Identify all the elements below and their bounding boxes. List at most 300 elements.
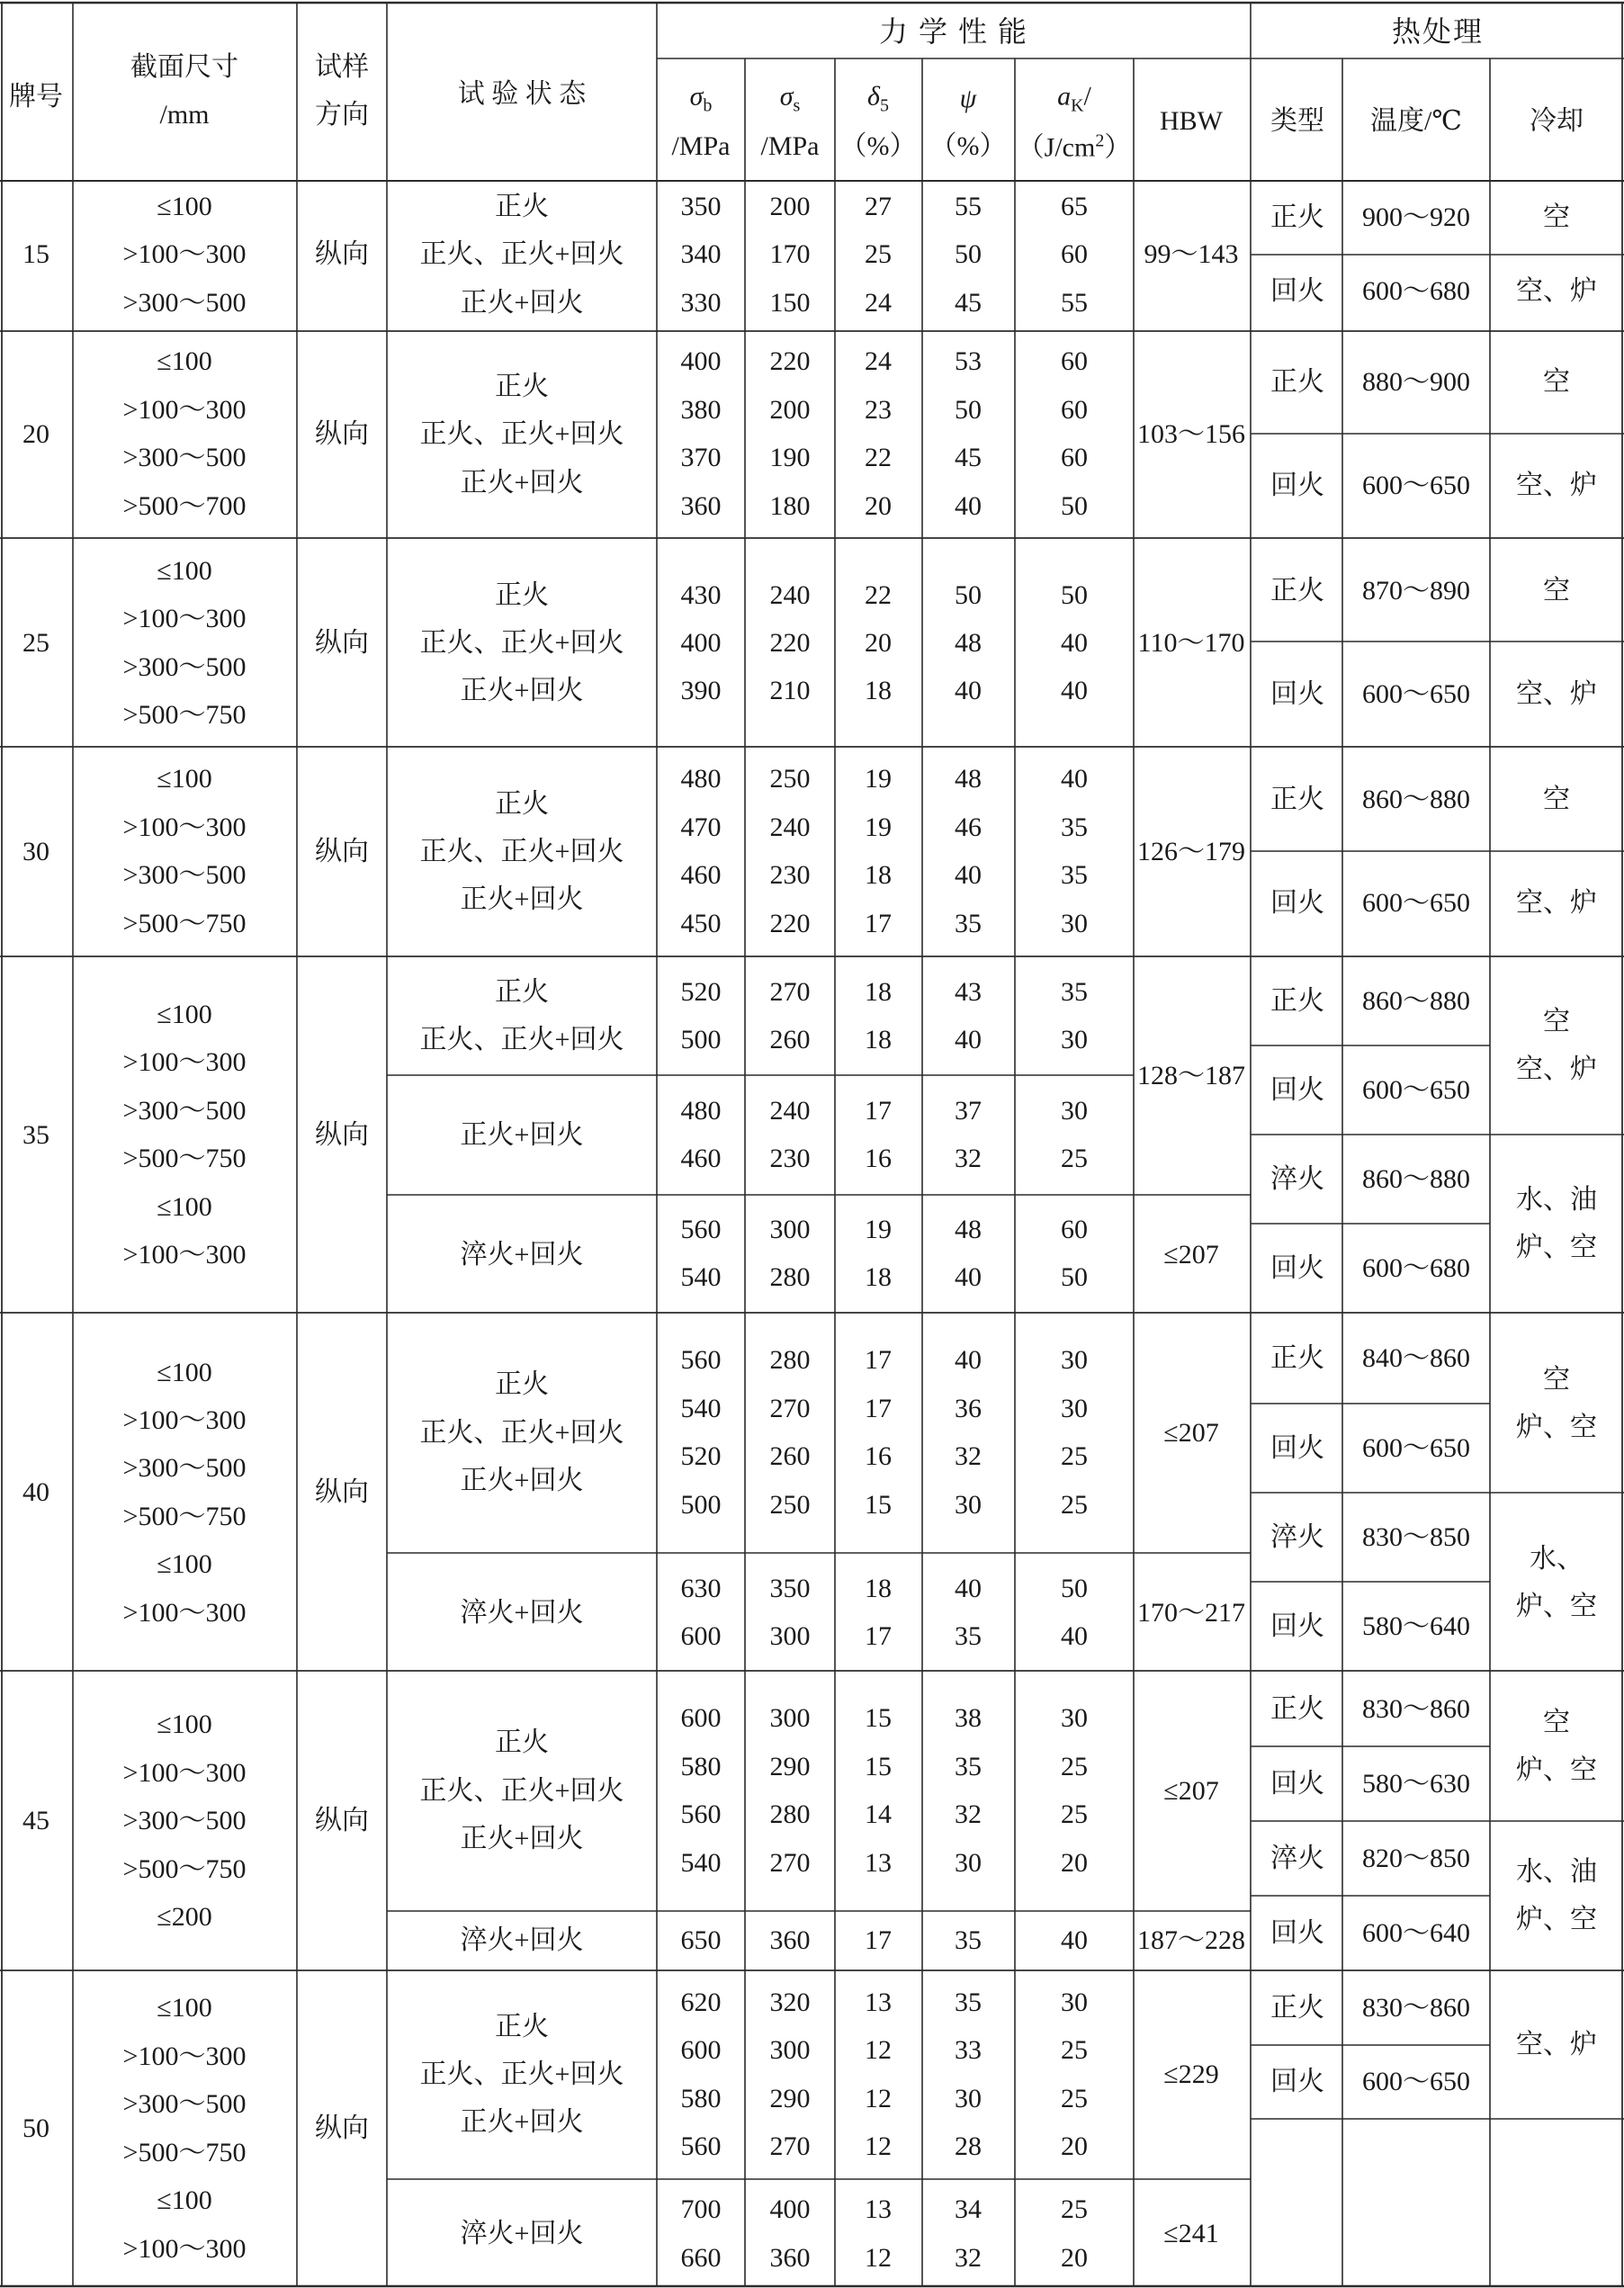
cell-hbw: 110～170	[1137, 628, 1245, 658]
cell-impact-toughness: 30	[1061, 1394, 1088, 1423]
cell-reduction-of-area: 33	[955, 2035, 982, 2065]
header-yield-strength-unit: /MPa	[760, 131, 820, 161]
ht-temperature: 830～860	[1362, 1993, 1470, 2023]
ht-temperature: 600～650	[1362, 1433, 1470, 1463]
cell-yield-strength: 220	[769, 909, 811, 938]
test-state: 正火+回火	[460, 1824, 584, 1853]
cell-tensile-strength: 700	[680, 2194, 722, 2224]
cell-impact-toughness: 25	[1061, 1144, 1088, 1173]
ht-temperature: 860～880	[1362, 986, 1470, 1016]
ht-temperature: 860～880	[1362, 1164, 1470, 1194]
cell-yield-strength: 360	[769, 1925, 811, 1955]
ht-type: 回火	[1270, 276, 1324, 306]
ht-cooling: 炉、空	[1516, 1592, 1597, 1621]
cell-impact-toughness: 30	[1061, 909, 1088, 938]
size: >500～700	[122, 491, 247, 521]
cell-yield-strength: 230	[769, 860, 811, 890]
ht-temperature: 870～890	[1362, 576, 1470, 606]
cell-elongation: 19	[865, 1215, 892, 1244]
cell-yield-strength: 220	[769, 628, 811, 658]
cell-yield-strength: 350	[769, 1574, 811, 1603]
ht-type: 回火	[1270, 1769, 1324, 1799]
cell-yield-strength: 270	[769, 2131, 811, 2161]
cell-yield-strength: 240	[769, 812, 811, 842]
test-state: 正火	[495, 580, 549, 610]
cell-elongation: 18	[865, 860, 892, 890]
cell-reduction-of-area: 48	[955, 1215, 982, 1244]
cell-reduction-of-area: 50	[955, 239, 982, 269]
header-size-line1: 截面尺寸	[130, 52, 238, 82]
size: ≤100	[157, 1709, 212, 1739]
test-state: 正火、正火+回火	[419, 628, 624, 658]
header-ht-cooling: 冷却	[1530, 106, 1584, 136]
size: >100～300	[122, 395, 247, 425]
size: ≤200	[157, 1902, 212, 1932]
cell-tensile-strength: 520	[680, 977, 722, 1007]
cell-yield-strength: 230	[769, 1144, 811, 1173]
cell-impact-toughness: 25	[1061, 1441, 1088, 1471]
size: ≤100	[157, 764, 212, 794]
cell-tensile-strength: 400	[680, 628, 722, 658]
size: ≤100	[157, 1000, 212, 1029]
cell-impact-toughness: 50	[1061, 491, 1088, 521]
test-state: 正火+回火	[460, 1120, 584, 1150]
cell-elongation: 22	[865, 443, 892, 472]
cell-tensile-strength: 560	[680, 2131, 722, 2161]
size: >100～300	[122, 2041, 247, 2071]
cell-impact-toughness: 40	[1061, 764, 1088, 794]
cell-impact-toughness: 30	[1061, 1025, 1088, 1054]
cell-impact-toughness: 50	[1061, 580, 1088, 610]
ht-temperature: 880～900	[1362, 367, 1470, 397]
ht-cooling: 空、炉	[1516, 888, 1597, 918]
cell-elongation: 12	[865, 2035, 892, 2065]
cell-elongation: 18	[865, 1262, 892, 1292]
cell-reduction-of-area: 48	[955, 628, 982, 658]
cell-impact-toughness: 35	[1061, 977, 1088, 1007]
cell-yield-strength: 150	[769, 288, 811, 318]
cell-elongation: 17	[865, 1621, 892, 1651]
cell-reduction-of-area: 50	[955, 395, 982, 425]
header-mechanical-properties: 力 学 性 能	[878, 15, 1029, 48]
cell-tensile-strength: 340	[680, 239, 722, 269]
grade-20: 20	[22, 419, 49, 449]
cell-reduction-of-area: 46	[955, 812, 982, 842]
size: >100～300	[122, 1047, 247, 1077]
cell-impact-toughness: 60	[1061, 239, 1088, 269]
cell-impact-toughness: 30	[1061, 1703, 1088, 1733]
cell-impact-toughness: 40	[1061, 1621, 1088, 1651]
ht-type: 回火	[1270, 888, 1324, 918]
cell-tensile-strength: 430	[680, 580, 722, 610]
size: >100～300	[122, 1758, 247, 1788]
ht-temperature: 600～680	[1362, 1253, 1470, 1283]
cell-elongation: 17	[865, 909, 892, 938]
size: >100～300	[122, 812, 247, 842]
cell-hbw: 170～217	[1137, 1598, 1245, 1628]
size: >100～300	[122, 2234, 247, 2264]
cell-tensile-strength: 480	[680, 1096, 722, 1126]
cell-reduction-of-area: 30	[955, 2084, 982, 2113]
cell-reduction-of-area: 40	[955, 676, 982, 705]
cell-yield-strength: 180	[769, 491, 811, 521]
cell-reduction-of-area: 43	[955, 977, 982, 1007]
header-hbw: HBW	[1160, 106, 1223, 136]
grade-45: 45	[22, 1806, 49, 1835]
cell-reduction-of-area: 30	[955, 1848, 982, 1878]
ht-type: 回火	[1270, 1433, 1324, 1463]
cell-hbw: ≤207	[1163, 1240, 1219, 1270]
test-state: 正火	[495, 372, 549, 401]
header-heat-treatment: 热处理	[1391, 15, 1485, 48]
cell-reduction-of-area: 40	[955, 1025, 982, 1054]
cell-reduction-of-area: 30	[955, 1490, 982, 1520]
cell-yield-strength: 270	[769, 977, 811, 1007]
ht-cooling: 空	[1543, 1708, 1570, 1737]
size: ≤100	[157, 346, 212, 376]
cell-yield-strength: 300	[769, 1621, 811, 1651]
cell-tensile-strength: 370	[680, 443, 722, 472]
test-state: 正火	[495, 1727, 549, 1757]
cell-reduction-of-area: 48	[955, 764, 982, 794]
cell-hbw: 103～156	[1137, 419, 1245, 449]
cell-elongation: 19	[865, 764, 892, 794]
cell-impact-toughness: 20	[1061, 1848, 1088, 1878]
ht-temperature: 840～860	[1362, 1343, 1470, 1373]
ht-type: 正火	[1270, 202, 1324, 232]
cell-reduction-of-area: 32	[955, 1144, 982, 1173]
cell-yield-strength: 240	[769, 580, 811, 610]
header-elongation-unit: （%）	[839, 131, 917, 161]
ht-type: 淬火	[1270, 1522, 1324, 1552]
cell-reduction-of-area: 40	[955, 1574, 982, 1603]
ht-cooling: 空、炉	[1516, 276, 1597, 306]
cell-tensile-strength: 660	[680, 2243, 722, 2273]
cell-hbw: 126～179	[1137, 837, 1245, 866]
cell-elongation: 18	[865, 1574, 892, 1603]
size: >300～500	[122, 443, 247, 472]
size: >300～500	[122, 1806, 247, 1835]
cell-impact-toughness: 25	[1061, 2035, 1088, 2065]
cell-impact-toughness: 25	[1061, 1799, 1088, 1829]
cell-yield-strength: 270	[769, 1848, 811, 1878]
header-size-line2: /mm	[159, 100, 210, 130]
ht-type: 回火	[1270, 679, 1324, 709]
cell-elongation: 12	[865, 2243, 892, 2273]
cell-impact-toughness: 60	[1061, 346, 1088, 376]
ht-type: 回火	[1270, 1253, 1324, 1283]
cell-reduction-of-area: 45	[955, 443, 982, 472]
ht-type: 回火	[1270, 2067, 1324, 2096]
cell-impact-toughness: 20	[1061, 2243, 1088, 2273]
cell-reduction-of-area: 35	[955, 1925, 982, 1955]
cell-elongation: 18	[865, 1025, 892, 1054]
ht-temperature: 820～850	[1362, 1844, 1470, 1873]
ht-type: 淬火	[1270, 1164, 1324, 1194]
cell-reduction-of-area: 35	[955, 909, 982, 938]
cell-impact-toughness: 25	[1061, 2084, 1088, 2113]
cell-tensile-strength: 600	[680, 2035, 722, 2065]
cell-impact-toughness: 30	[1061, 1096, 1088, 1126]
ht-cooling: 水、油	[1516, 1857, 1597, 1887]
size: >500～750	[122, 1144, 247, 1173]
cell-hbw: 99～143	[1144, 239, 1239, 269]
test-state: 正火	[495, 192, 549, 221]
cell-impact-toughness: 40	[1061, 628, 1088, 658]
ht-cooling: 空、炉	[1516, 2030, 1597, 2059]
ht-cooling: 空	[1543, 576, 1570, 606]
cell-hbw: ≤229	[1163, 2059, 1219, 2089]
cell-impact-toughness: 60	[1061, 1215, 1088, 1244]
cell-reduction-of-area: 40	[955, 1262, 982, 1292]
header-impact-toughness-unit: $(J/cm^2)$	[1017, 130, 1132, 163]
cell-elongation: 12	[865, 2131, 892, 2161]
cell-impact-toughness: 50	[1061, 1574, 1088, 1603]
cell-elongation: 15	[865, 1490, 892, 1520]
ht-cooling: 空、炉	[1516, 471, 1597, 500]
cell-yield-strength: 200	[769, 192, 811, 221]
cell-tensile-strength: 350	[680, 192, 722, 221]
cell-impact-toughness: 20	[1061, 2131, 1088, 2161]
cell-reduction-of-area: 36	[955, 1394, 982, 1423]
cell-tensile-strength: 450	[680, 909, 722, 938]
cell-reduction-of-area: 38	[955, 1703, 982, 1733]
header-ht-type: 类型	[1270, 106, 1324, 136]
test-state: 正火、正火+回火	[419, 419, 624, 449]
cell-yield-strength: 250	[769, 764, 811, 794]
header-ht-temperature: 温度/℃	[1370, 106, 1462, 136]
ht-cooling: 炉、空	[1516, 1413, 1597, 1442]
sample-direction: 纵向	[315, 837, 369, 866]
test-state: 正火+回火	[460, 884, 584, 914]
ht-temperature: 830～850	[1362, 1522, 1470, 1552]
cell-tensile-strength: 400	[680, 346, 722, 376]
test-state: 正火+回火	[460, 676, 584, 705]
cell-hbw: 128～187	[1137, 1061, 1245, 1090]
cell-elongation: 17	[865, 1345, 892, 1375]
size: ≤100	[157, 192, 212, 221]
size: >300～500	[122, 1453, 247, 1483]
cell-reduction-of-area: 32	[955, 1441, 982, 1471]
cell-elongation: 16	[865, 1144, 892, 1173]
cell-reduction-of-area: 28	[955, 2131, 982, 2161]
cell-reduction-of-area: 32	[955, 2243, 982, 2273]
sample-direction: 纵向	[315, 419, 369, 449]
cell-yield-strength: 210	[769, 676, 811, 705]
cell-yield-strength: 300	[769, 2035, 811, 2065]
cell-yield-strength: 290	[769, 1752, 811, 1781]
grade-50: 50	[22, 2113, 49, 2143]
cell-yield-strength: 320	[769, 1987, 811, 2017]
cell-tensile-strength: 560	[680, 1345, 722, 1375]
cell-yield-strength: 190	[769, 443, 811, 472]
cell-yield-strength: 200	[769, 395, 811, 425]
ht-cooling: 空	[1543, 202, 1570, 232]
test-state: 正火+回火	[460, 1466, 584, 1495]
cell-impact-toughness: 25	[1061, 1752, 1088, 1781]
cell-impact-toughness: 60	[1061, 395, 1088, 425]
size: >100～300	[122, 1598, 247, 1628]
size: >300～500	[122, 2089, 247, 2119]
cell-yield-strength: 280	[769, 1345, 811, 1375]
cell-reduction-of-area: 34	[955, 2194, 982, 2224]
sample-direction: 纵向	[315, 628, 369, 658]
cell-yield-strength: 400	[769, 2194, 811, 2224]
ht-cooling: 空	[1543, 367, 1570, 397]
cell-elongation: 16	[865, 1441, 892, 1471]
ht-cooling: 空	[1543, 1365, 1570, 1395]
size: >500～750	[122, 700, 247, 730]
test-state: 正火	[495, 2012, 549, 2041]
cell-hbw: 187～228	[1137, 1925, 1245, 1955]
ht-cooling: 水、	[1530, 1544, 1584, 1574]
cell-hbw: ≤207	[1163, 1776, 1219, 1806]
cell-yield-strength: 240	[769, 1096, 811, 1126]
ht-type: 正火	[1270, 576, 1324, 606]
cell-yield-strength: 280	[769, 1262, 811, 1292]
cell-elongation: 23	[865, 395, 892, 425]
ht-cooling: 炉、空	[1516, 1233, 1597, 1262]
cell-tensile-strength: 480	[680, 764, 722, 794]
header-tensile-strength: $\sigma_b$	[689, 81, 713, 116]
ht-type: 正火	[1270, 986, 1324, 1016]
cell-tensile-strength: 380	[680, 395, 722, 425]
cell-impact-toughness: 40	[1061, 1925, 1088, 1955]
test-state: 正火	[495, 977, 549, 1007]
size: >300～500	[122, 288, 247, 318]
cell-elongation: 13	[865, 1987, 892, 2017]
test-state: 正火、正火+回火	[419, 239, 624, 269]
cell-tensile-strength: 540	[680, 1262, 722, 1292]
ht-temperature: 600～650	[1362, 679, 1470, 709]
size: >300～500	[122, 1096, 247, 1126]
cell-elongation: 15	[865, 1752, 892, 1781]
grade-40: 40	[22, 1477, 49, 1507]
cell-tensile-strength: 600	[680, 1621, 722, 1651]
cell-tensile-strength: 580	[680, 2084, 722, 2113]
size: ≤100	[157, 2185, 212, 2215]
ht-cooling: 炉、空	[1516, 1905, 1597, 1934]
cell-elongation: 18	[865, 977, 892, 1007]
size: >100～300	[122, 1405, 247, 1435]
ht-type: 正火	[1270, 1993, 1324, 2023]
size: >100～300	[122, 604, 247, 633]
grade-35: 35	[22, 1120, 49, 1150]
header-tensile-strength-unit: /MPa	[671, 131, 731, 161]
cell-elongation: 13	[865, 1848, 892, 1878]
test-state: 淬火+回火	[460, 1598, 584, 1628]
cell-tensile-strength: 540	[680, 1394, 722, 1423]
cell-impact-toughness: 25	[1061, 2194, 1088, 2224]
cell-yield-strength: 300	[769, 1703, 811, 1733]
cell-reduction-of-area: 55	[955, 192, 982, 221]
ht-temperature: 600～650	[1362, 471, 1470, 500]
cell-elongation: 20	[865, 628, 892, 658]
cell-elongation: 18	[865, 676, 892, 705]
cell-elongation: 12	[865, 2084, 892, 2113]
size: ≤100	[157, 556, 212, 586]
ht-type: 淬火	[1270, 1844, 1324, 1873]
size: ≤100	[157, 1192, 212, 1222]
ht-type: 回火	[1270, 471, 1324, 500]
header-impact-toughness: $a_K/$	[1057, 81, 1091, 116]
cell-tensile-strength: 390	[680, 676, 722, 705]
cell-tensile-strength: 360	[680, 491, 722, 521]
cell-elongation: 27	[865, 192, 892, 221]
size: >500～750	[122, 2138, 247, 2167]
test-state: 正火	[495, 789, 549, 819]
header-test-state: 试 验 状 态	[457, 79, 587, 109]
ht-temperature: 600～650	[1362, 888, 1470, 918]
grade-25: 25	[22, 628, 49, 658]
ht-temperature: 830～860	[1362, 1694, 1470, 1724]
cell-tensile-strength: 560	[680, 1799, 722, 1829]
size: >100～300	[122, 1240, 247, 1270]
cell-elongation: 24	[865, 346, 892, 376]
test-state: 正火、正火+回火	[419, 837, 624, 866]
cell-elongation: 17	[865, 1394, 892, 1423]
cell-impact-toughness: 50	[1061, 1262, 1088, 1292]
cell-tensile-strength: 650	[680, 1925, 722, 1955]
header-grade: 牌号	[9, 82, 63, 112]
cell-tensile-strength: 500	[680, 1490, 722, 1520]
grade-15: 15	[22, 239, 49, 269]
test-state: 正火+回火	[460, 2107, 584, 2137]
size: ≤100	[157, 1993, 212, 2023]
cell-elongation: 17	[865, 1925, 892, 1955]
cell-yield-strength: 280	[769, 1799, 811, 1829]
cell-yield-strength: 260	[769, 1441, 811, 1471]
ht-cooling: 空	[1543, 1007, 1570, 1036]
ht-type: 正火	[1270, 1694, 1324, 1724]
ht-temperature: 600～640	[1362, 1918, 1470, 1948]
ht-temperature: 600～680	[1362, 276, 1470, 306]
test-state: 正火+回火	[460, 288, 584, 318]
ht-type: 正火	[1270, 367, 1324, 397]
test-state: 正火、正火+回火	[419, 1418, 624, 1448]
cell-tensile-strength: 540	[680, 1848, 722, 1878]
ht-type: 正火	[1270, 785, 1324, 814]
ht-cooling: 空、炉	[1516, 679, 1597, 709]
cell-hbw: ≤241	[1163, 2219, 1219, 2248]
cell-tensile-strength: 470	[680, 812, 722, 842]
cell-elongation: 17	[865, 1096, 892, 1126]
cell-impact-toughness: 30	[1061, 1345, 1088, 1375]
cell-elongation: 24	[865, 288, 892, 318]
header-direction-line1: 试样	[315, 52, 369, 82]
ht-temperature: 600～650	[1362, 2067, 1470, 2096]
cell-reduction-of-area: 50	[955, 580, 982, 610]
header-reduction-of-area-unit: （%）	[929, 131, 1007, 161]
cell-elongation: 14	[865, 1799, 892, 1829]
ht-cooling: 炉、空	[1516, 1755, 1597, 1785]
ht-cooling: 空、炉	[1516, 1054, 1597, 1084]
cell-tensile-strength: 560	[680, 1215, 722, 1244]
size: >500～750	[122, 909, 247, 938]
ht-type: 正火	[1270, 1343, 1324, 1373]
ht-type: 回火	[1270, 1075, 1324, 1105]
cell-reduction-of-area: 37	[955, 1096, 982, 1126]
sample-direction: 纵向	[315, 2113, 369, 2143]
cell-tensile-strength: 580	[680, 1752, 722, 1781]
cell-hbw: ≤207	[1163, 1418, 1219, 1448]
test-state: 正火、正火+回火	[419, 2059, 624, 2089]
cell-reduction-of-area: 40	[955, 491, 982, 521]
cell-impact-toughness: 35	[1061, 812, 1088, 842]
cell-elongation: 20	[865, 491, 892, 521]
cell-reduction-of-area: 40	[955, 1345, 982, 1375]
size: ≤100	[157, 1549, 212, 1579]
